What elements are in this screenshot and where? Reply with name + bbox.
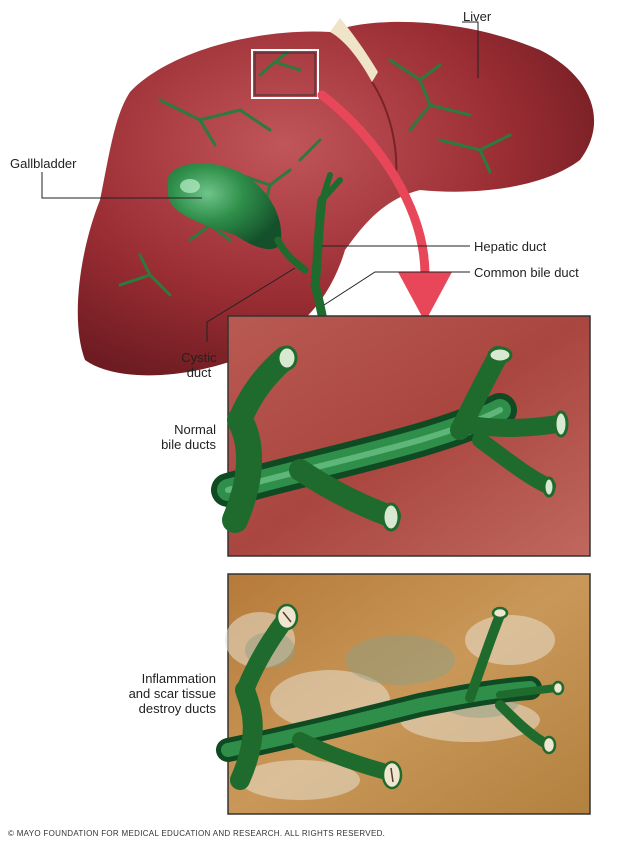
cystic-duct-label-line2: duct [186, 365, 212, 380]
inflam-label-line3: destroy ducts [138, 701, 216, 716]
inflam-label-line1: Inflammation [141, 671, 216, 686]
inflamed-panel [225, 574, 590, 814]
inflam-label-line2: and scar tissue [128, 686, 216, 701]
normal-panel [228, 316, 590, 556]
hepatic-duct-shape [315, 200, 322, 315]
normal-bile-ducts-label [130, 422, 216, 452]
liver-label: Liver [463, 9, 492, 24]
cystic-duct-label [175, 350, 223, 380]
cystic-duct-label-line1: Cystic [181, 350, 217, 365]
common-bile-duct-label: Common bile duct [474, 265, 579, 280]
copyright-notice: © MAYO FOUNDATION FOR MEDICAL EDUCATION AND RESEARCH. ALL RIGHTS RESERVED. [8, 829, 386, 838]
gallbladder-label: Gallbladder [10, 156, 77, 171]
normal-label-line2: bile ducts [161, 437, 216, 452]
hepatic-duct-label: Hepatic duct [474, 239, 547, 254]
inflammation-label [104, 671, 216, 716]
normal-label-line1: Normal [174, 422, 216, 437]
